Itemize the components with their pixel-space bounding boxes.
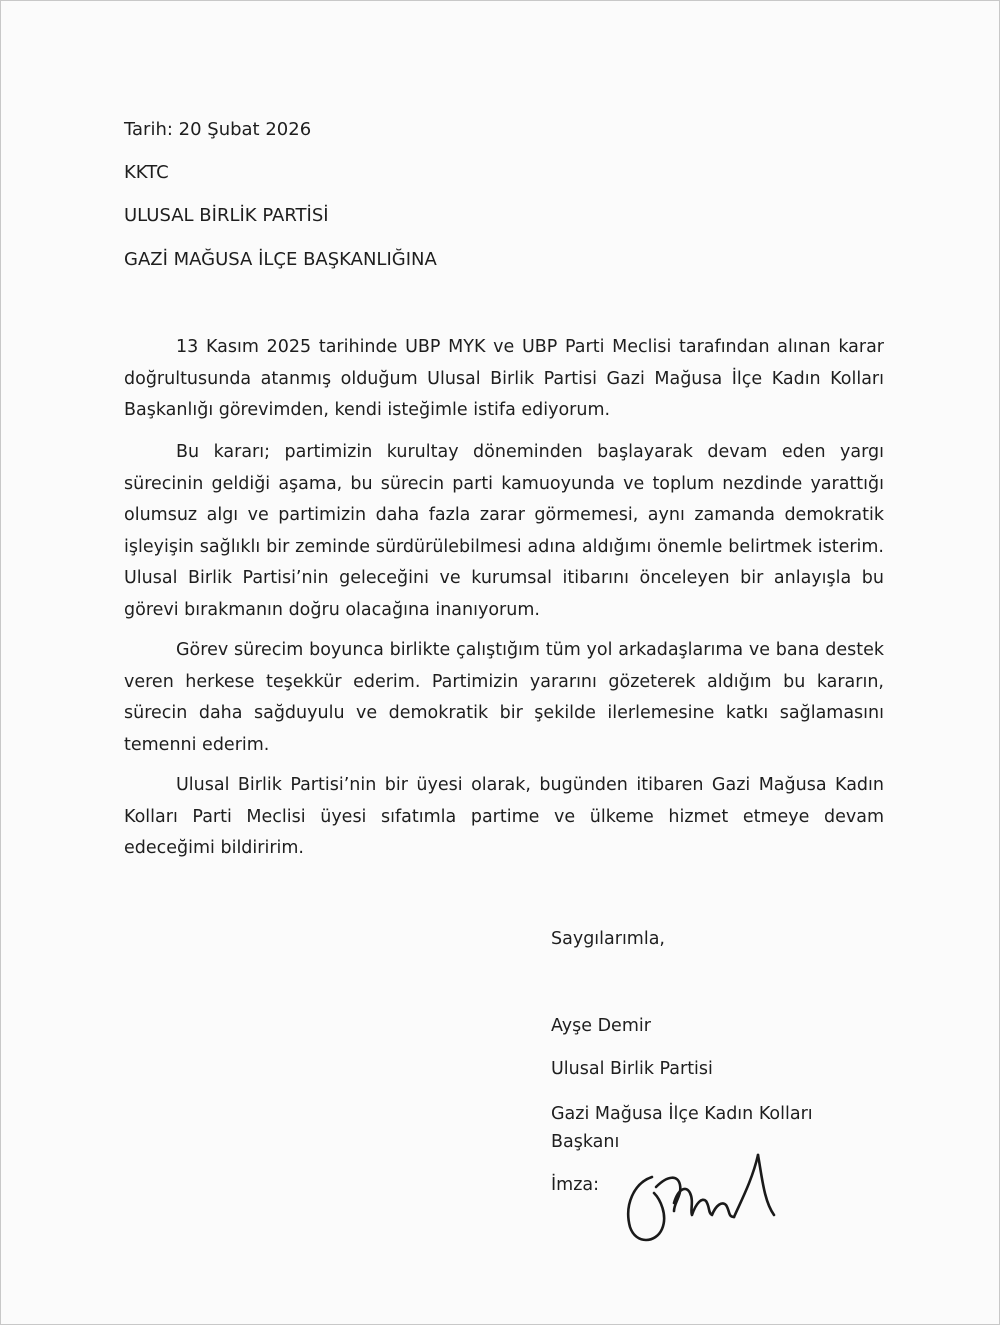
signer-title-line-2: Başkanı <box>551 1132 620 1152</box>
country-line: KKTC <box>124 162 169 183</box>
body-paragraph-3: Görev sürecim boyunca birlikte çalıştığım tüm yol arkadaşlarıma ve bana destek veren herkese teşekkür ederim. Partimizin yararını gözeterek aldığım bu kararın, sürecin daha sağduyulu ve demokratik bir şekilde ilerlemesine katkı sağlamasını temenni ederim. <box>124 640 884 755</box>
salutation: Saygılarımla, <box>551 929 665 949</box>
date-line: Tarih: 20 Şubat 2026 <box>124 119 312 140</box>
body-paragraph-2: Bu kararı; partimizin kurultay döneminden başlayarak devam eden yargı sürecinin geldiği aşama, bu sürecin parti kamuoyunda ve toplum nezdinde yarattığı olumsuz algı ve partimizin daha fazla zarar görmemesi, aynı zamanda demokratik işleyişin sağlıklı bir zeminde sürdürülebilmesi adına aldığımı önemle belirtmek isterim. Ulusal Birlik Partisi’nin geleceğini ve kurumsal itibarını önceleyen bir anlayışla bu görevi bırakmanın doğru olacağına inanıyorum. <box>124 442 884 620</box>
addressee-line: GAZİ MAĞUSA İLÇE BAŞKANLIĞINA <box>124 249 437 270</box>
signature-label: İmza: <box>551 1175 600 1195</box>
body-paragraph-1: 13 Kasım 2025 tarihinde UBP MYK ve UBP Parti Meclisi tarafından alınan karar doğrultusunda atanmış olduğum Ulusal Birlik Partisi Gazi Mağusa İlçe Kadın Kolları Başkanlığı görevimden, kendi isteğimle istifa ediyorum. <box>124 337 884 420</box>
signer-title-line-1: Gazi Mağusa İlçe Kadın Kolları <box>551 1104 813 1124</box>
handwritten-signature <box>616 1141 776 1251</box>
signer-name: Ayşe Demir <box>551 1016 651 1036</box>
body-paragraph-4: Ulusal Birlik Partisi’nin bir üyesi olarak, bugünden itibaren Gazi Mağusa Kadın Kolları Parti Meclisi üyesi sıfatımla partime ve ülkeme hizmet etmeye devam edeceğimi bildiririm. <box>124 775 884 858</box>
party-line: ULUSAL BİRLİK PARTİSİ <box>124 205 329 226</box>
signer-party: Ulusal Birlik Partisi <box>551 1059 713 1079</box>
